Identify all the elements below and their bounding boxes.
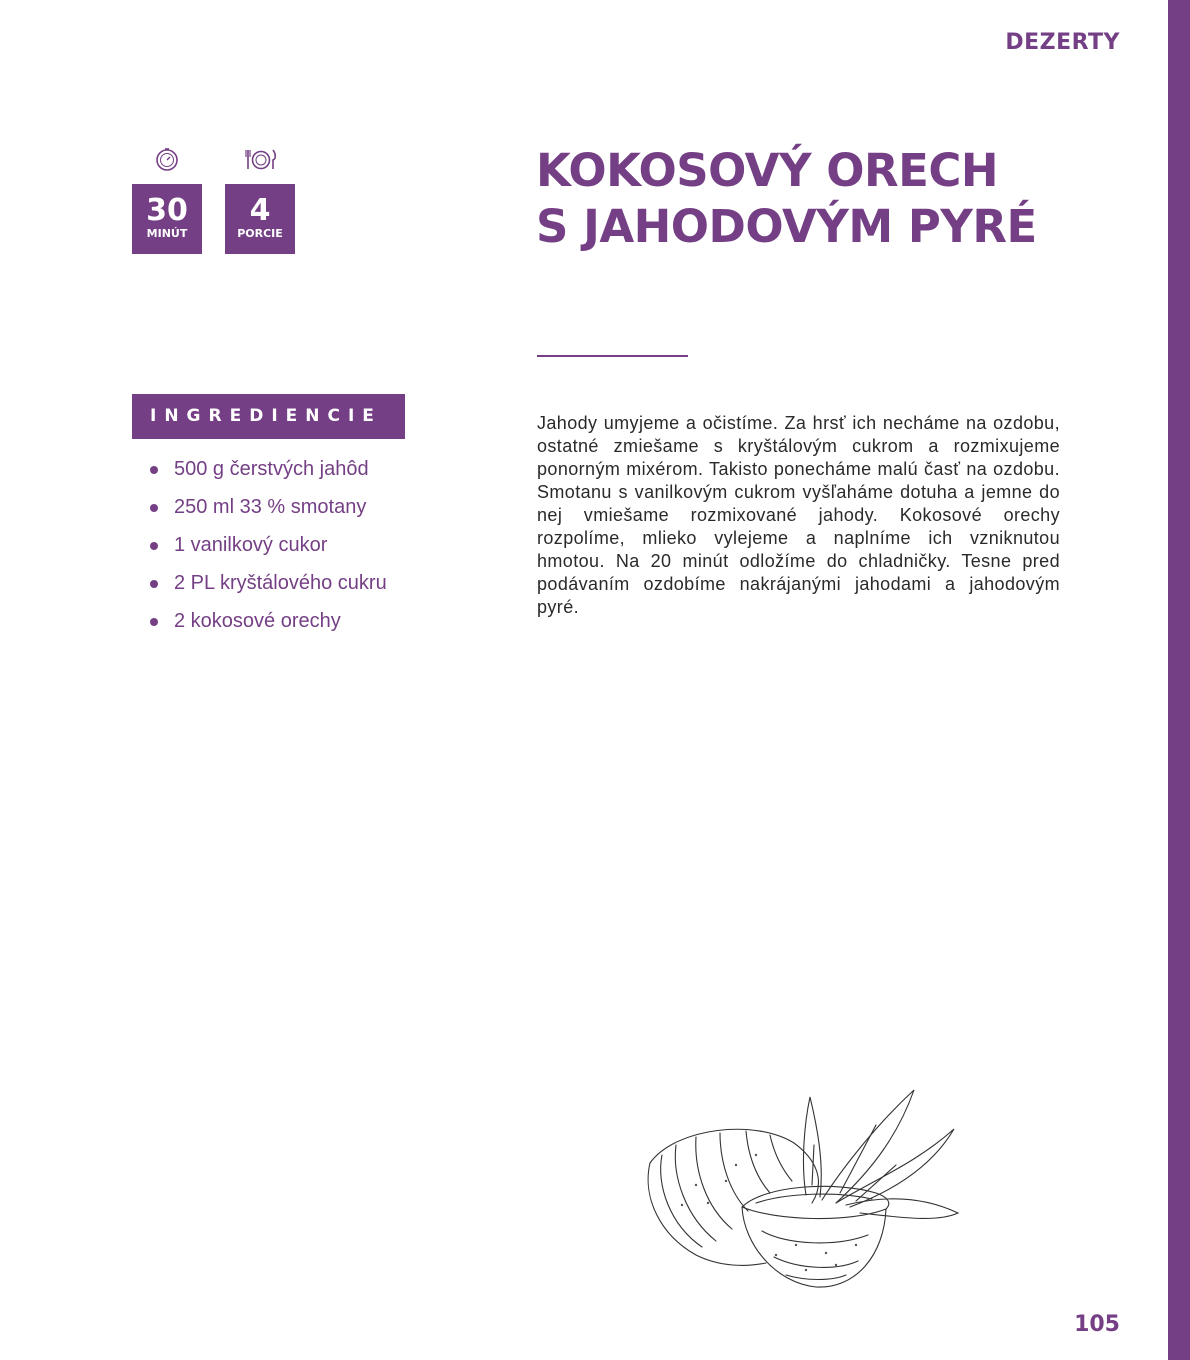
ingredient-text: 500 g čerstvých jahôd — [174, 458, 369, 480]
bullet-icon — [150, 466, 158, 474]
ingredient-text: 1 vanilkový cukor — [174, 534, 328, 556]
bullet-icon — [150, 504, 158, 512]
ingredient-item — [150, 570, 387, 608]
time-value: 30 — [146, 193, 188, 228]
title-divider — [537, 355, 688, 357]
ingredient-text: 2 kokosové orechy — [174, 610, 341, 632]
time-unit: MINÚT — [146, 227, 188, 240]
section-label: DEZERTY — [1005, 30, 1120, 55]
bullet-icon — [150, 542, 158, 550]
servings-value: 4 — [249, 193, 271, 228]
ingredients-list — [150, 456, 387, 646]
time-stat-box — [132, 184, 202, 254]
ingredient-item — [150, 494, 387, 532]
plate-cutlery-icon — [245, 146, 277, 172]
recipe-title-line-1: KOKOSOVÝ ORECH — [536, 144, 999, 197]
bullet-icon — [150, 618, 158, 626]
ingredients-heading: INGREDIENCIE — [132, 394, 405, 439]
timer-icon — [154, 146, 180, 172]
coconut-illustration — [636, 1085, 966, 1295]
recipe-title-line-2: S JAHODOVÝM PYRÉ — [536, 200, 1037, 253]
servings-stat-box — [225, 184, 295, 254]
servings-unit: PORCIE — [237, 227, 283, 240]
ingredient-item — [150, 456, 387, 494]
ingredient-item — [150, 608, 387, 646]
ingredient-text: 250 ml 33 % smotany — [174, 496, 367, 518]
recipe-title — [536, 143, 1037, 255]
method-paragraph: Jahody umyjeme a očistíme. Za hrsť ich necháme na ozdobu, ostatné zmiešame s kryštálovým cukrom a rozmixujeme ponorným mixérom. Takisto ponecháme malú časť na ozdobu. Smotanu s vanilkovým cukrom vyšľaháme dotuha a jemne do nej vmiešame rozmixované jahody. Kokosové orechy rozpolíme, mlieko vylejeme a naplníme ich vzniknutou hmotou. Na 20 minút odložíme do chladničky. Tesne pred podávaním ozdobíme nakrájanými jahodami a jahodovým pyré. — [537, 413, 1060, 617]
bullet-icon — [150, 580, 158, 588]
page-number: 105 — [1074, 1312, 1120, 1337]
ingredient-item — [150, 532, 387, 570]
side-accent-bar — [1168, 0, 1190, 1360]
ingredient-text: 2 PL kryštálového cukru — [174, 572, 387, 594]
